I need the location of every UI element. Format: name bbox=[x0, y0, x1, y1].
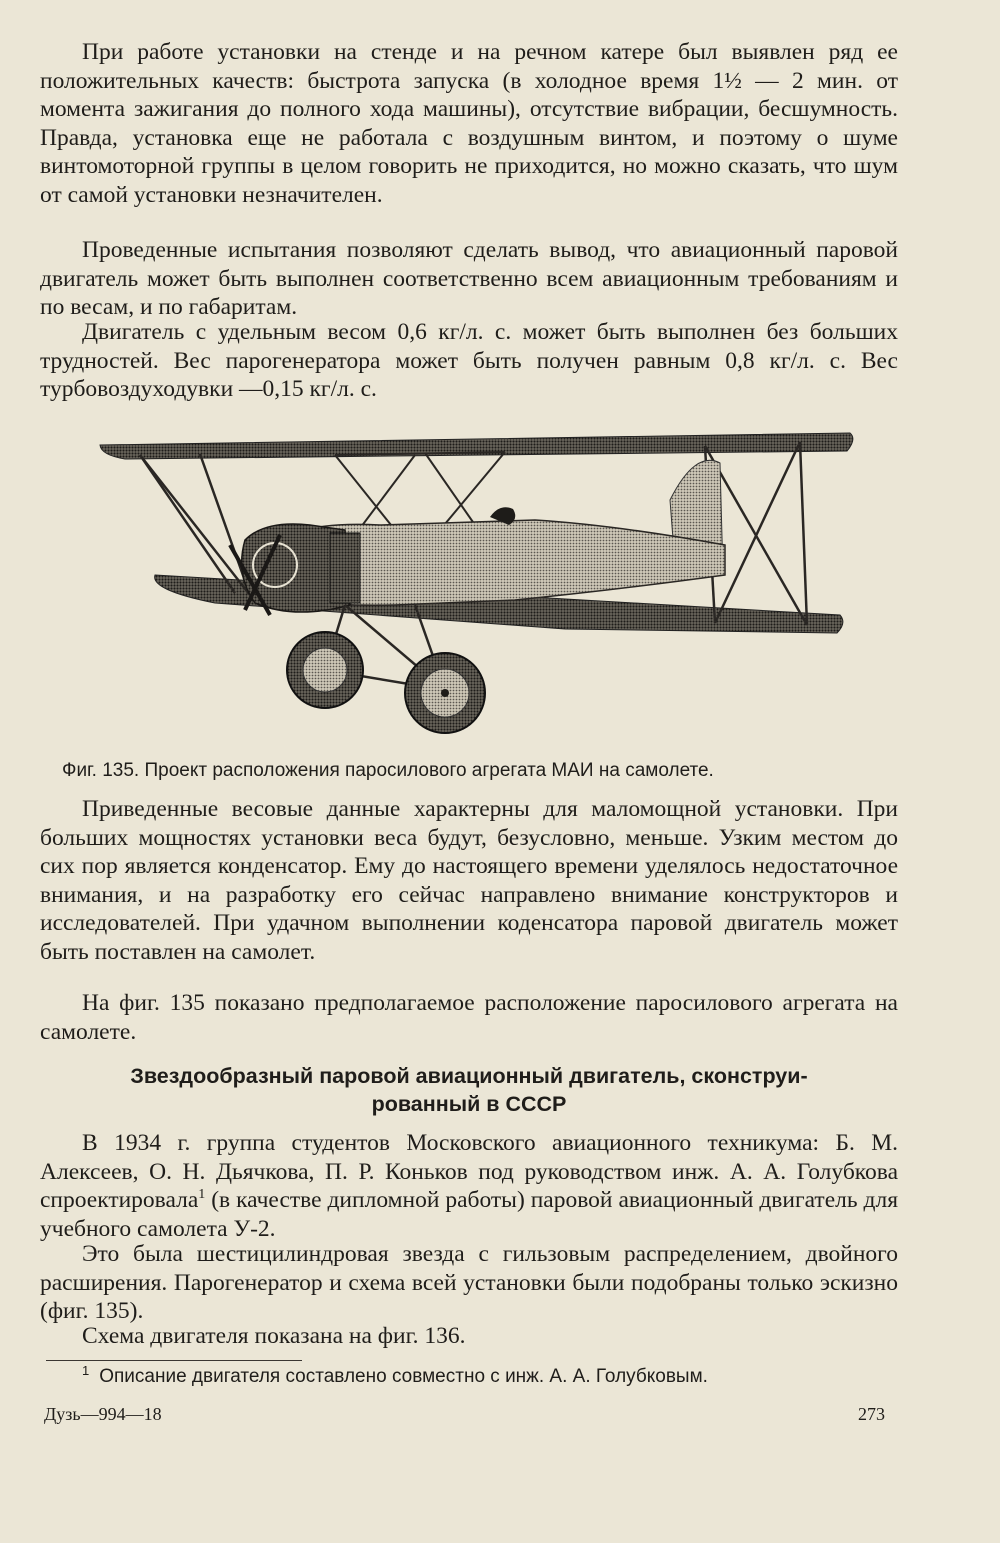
section-heading bbox=[40, 1062, 898, 1118]
paragraph-8 bbox=[40, 1322, 898, 1351]
paragraph-text: Схема двигателя показана на фиг. 136. bbox=[82, 1323, 466, 1349]
printer-signature: Дузь—994—18 bbox=[44, 1404, 162, 1424]
page-number: 273 bbox=[858, 1404, 885, 1424]
wheel-right bbox=[405, 653, 485, 733]
paragraph-text: Приведенные весовые данные характерны для маломощной установки. При больших мощностях установки веса будут, безусловно, меньше. Узким местом до сих пор является конденсатор. Ему до настоящего времени уделялось недостаточное внимания, и на разработку его сейчас направлено внимание конструкторов и исследователей. При удачном выполнении коденсатора паровой двигатель может быть поставлен на самолет. bbox=[40, 796, 898, 965]
wheel-left bbox=[287, 632, 363, 708]
paragraph-text-start: В 1934 г. группа студентов Московского авиационного техникума: Б. М. Алексеев, О. Н. Дьячкова, П. Р. Коньков под руководством инж. А. А. Голубкова спроектировала bbox=[40, 1130, 898, 1213]
paragraph-text: При работе установки на стенде и на речном катере был выявлен ряд ее положительных качеств: быстрота запуска (в холодное время 1½ — 2 мин. от момента зажигания до полного хода машины), отсутствие вибрации, бесшумность. Правда, установка еще не работала с воздушным винтом, и поэтому о шуме винтомоторной группы в целом говорить не приходится, но можно сказать, что шум от самой установки незначителен. bbox=[40, 39, 898, 208]
engine-block bbox=[230, 524, 360, 615]
footnote-reference: 1 bbox=[198, 1187, 206, 1203]
paragraph-2 bbox=[40, 236, 898, 322]
paragraph-6 bbox=[40, 1129, 898, 1243]
biplane-illustration bbox=[95, 425, 860, 750]
heading-line-1: Звездообразный паровой авиационный двигатель, сконструи- bbox=[130, 1064, 808, 1088]
paragraph-7 bbox=[40, 1240, 898, 1326]
paragraph-text: На фиг. 135 показано предполагаемое расположение паросилового агрегата на самолете. bbox=[40, 990, 898, 1045]
figure-caption: Фиг. 135. Проект расположения паросилового агрегата МАИ на самолете. bbox=[62, 760, 714, 781]
footnote-mark: 1 bbox=[82, 1362, 90, 1378]
footnote bbox=[82, 1362, 708, 1388]
heading-line-2: рованный в СССР bbox=[371, 1092, 567, 1116]
upper-wing bbox=[100, 433, 853, 459]
paragraph-1 bbox=[40, 38, 898, 209]
paragraph-text bbox=[40, 1129, 898, 1243]
paragraph-4 bbox=[40, 795, 898, 966]
paragraph-text-end: (в качестве дипломной работы) паровой авиационный двигатель для учебного самолета У-2. bbox=[40, 1187, 898, 1242]
paragraph-text: Это была шестицилиндровая звезда с гильзовым распределением, двойного расширения. Парогенератор и схема всей установки были подобраны только эскизно (фиг. 135). bbox=[40, 1241, 898, 1324]
footnote-divider bbox=[46, 1360, 302, 1361]
paragraph-text: Двигатель с удельным весом 0,6 кг/л. с. может быть выполнен без больших трудностей. Вес парогенератора может быть получен равным 0,8 кг/л. с. Вес турбовоздуходувки —0,15 кг/л. с. bbox=[40, 319, 898, 402]
paragraph-3 bbox=[40, 318, 898, 404]
paragraph-text: Проведенные испытания позволяют сделать вывод, что авиационный паровой двигатель может быть выполнен соответственно всем авиационным требованиям и по весам, и по габаритам. bbox=[40, 237, 898, 320]
paragraph-5 bbox=[40, 989, 898, 1046]
footnote-text: Описание двигателя составлено совместно с инж. А. А. Голубковым. bbox=[99, 1366, 708, 1387]
